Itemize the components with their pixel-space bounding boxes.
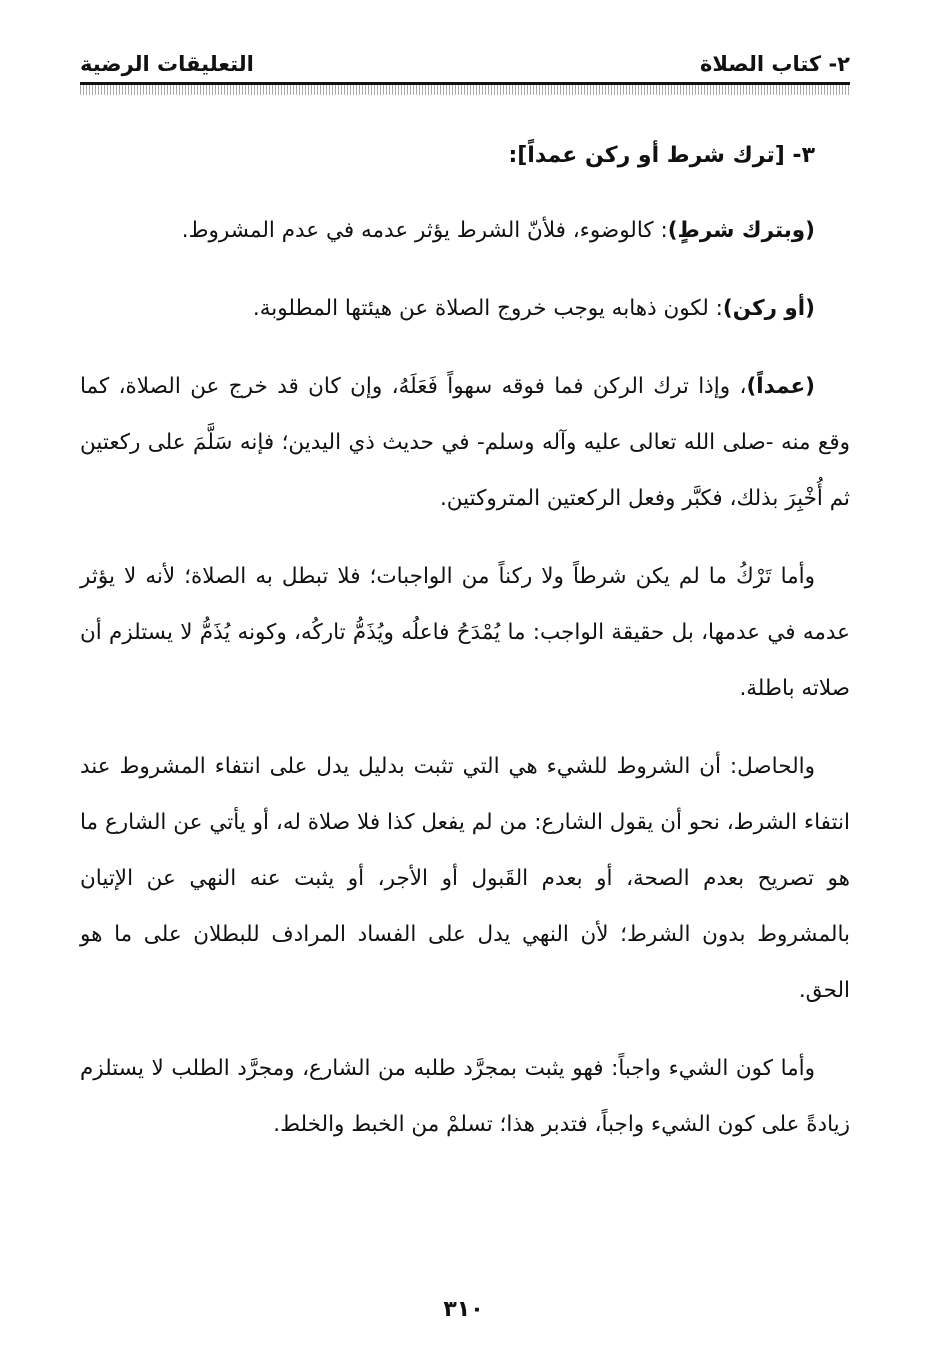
paragraph-6 — [80, 1041, 850, 1153]
page-body — [80, 130, 850, 1175]
paragraph-text: : لكون ذهابه يوجب خروج الصلاة عن هيئتها المطلوبة. — [252, 296, 723, 322]
paragraph-text: وأما كون الشيء واجباً: فهو يثبت بمجرَّد طلبه من الشارع، ومجرَّد الطلب لا يستلزم زيادةً على كون الشيء واجباً، فتدبر هذا؛ تسلمْ من الخبط والخلط. — [80, 1056, 850, 1138]
paragraph-5 — [80, 739, 850, 1019]
header-divider — [80, 82, 850, 95]
paragraph-3 — [80, 359, 850, 527]
section-title: ٣- [ترك شرط أو ركن عمداً]: — [508, 143, 815, 168]
page-number: ٣١٠ — [443, 1297, 484, 1322]
paragraph-lead: (أو ركن) — [722, 296, 815, 322]
paragraph-1 — [80, 203, 850, 259]
paragraph-text: وأما تَرْكُ ما لم يكن شرطاً ولا ركناً من الواجبات؛ فلا تبطل به الصلاة؛ لأنه لا يؤثر عدمه في عدمها، بل حقيقة الواجب: ما يُمْدَحُ فاعلُه ويُذَمُّ تاركُه، وكونه يُذَمُّ لا يستلزم أن صلاته باطلة. — [80, 564, 850, 702]
paragraph-text: : كالوضوء، فلأنّ الشرط يؤثر عدمه في عدم المشروط. — [181, 218, 668, 244]
paragraph-lead: (وبترك شرطٍ) — [667, 218, 815, 244]
paragraph-text: ، وإذا ترك الركن فما فوقه سهواً فَعَلَهُ، وإن كان قد خرج عن الصلاة، كما وقع منه -صلى الله تعالى عليه وآله وسلم- في حديث ذي اليدين؛ فإنه سَلَّمَ على ركعتين ثم أُخْبِرَ بذلك، فكبَّر وفعل الركعتين المتروكتين. — [80, 374, 850, 512]
paragraph-lead: (عمداً) — [746, 374, 815, 400]
paragraph-2 — [80, 281, 850, 337]
chapter-header: ٢- كتاب الصلاة — [699, 52, 850, 76]
paragraph-text: والحاصل: أن الشروط للشيء هي التي تثبت بدليل يدل على انتفاء المشروط عند انتفاء الشرط، نحو أن يقول الشارع: من لم يفعل كذا فلا صلاة له، أو يأتي عن الشارع ما هو تصريح بعدم الصحة، أو بعدم القَبول أو الأجر، أو يثبت عنه النهي عن الإتيان بالمشروط بدون الشرط؛ لأن النهي يدل على الفساد المرادف للبطلان على ما هو الحق. — [80, 754, 850, 1004]
book-title-header: التعليقات الرضية — [80, 52, 254, 76]
paragraph-4 — [80, 549, 850, 717]
